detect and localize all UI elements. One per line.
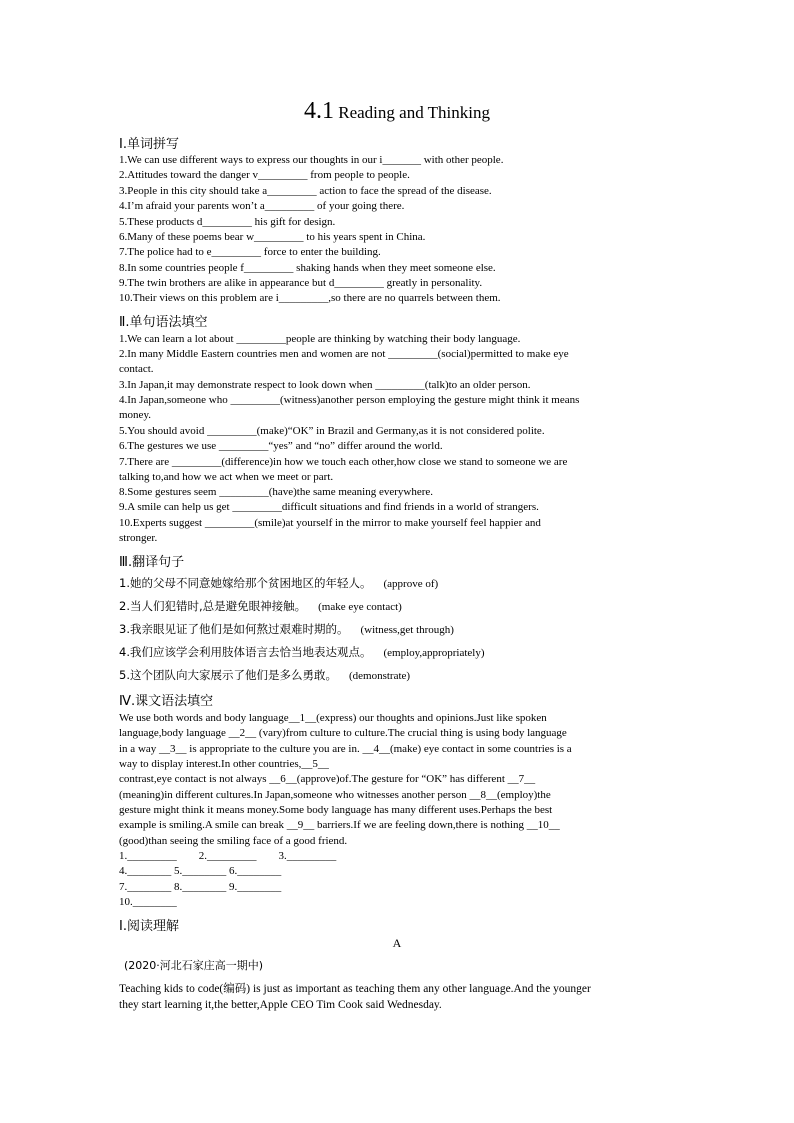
- passage-source: (2020·河北石家庄高一期中): [124, 959, 264, 972]
- passage-line: way to display interest.In other countries,__5__: [119, 758, 329, 770]
- section-heading-spelling: Ⅰ.单词拼写: [119, 137, 179, 152]
- passage-line: in a way __3__ is appropriate to the culture you are in. __4__(make) eye contact in some countries is a: [119, 743, 572, 755]
- passage-line: contrast,eye contact is not always __6__(approve)of.The gesture for “OK” has different __7__: [119, 773, 536, 785]
- grammar-line: 7.There are _________(difference)in how we touch each other,how close we stand to someone we are: [119, 456, 568, 468]
- spelling-item: 7.The police had to e_________ force to enter the building.: [119, 246, 381, 258]
- grammar-line: 2.In many Middle Eastern countries men and women are not _________(social)permitted to make eye: [119, 348, 569, 360]
- answer-blanks-row: 7.________ 8.________ 9.________: [119, 881, 282, 893]
- section-heading-translation: Ⅲ.翻译句子: [119, 555, 185, 570]
- answer-blanks-row: 10.________: [119, 896, 177, 908]
- spelling-item: 10.Their views on this problem are i_________,so there are no quarrels between them.: [119, 292, 501, 304]
- grammar-line: talking to,and how we act when we meet or part.: [119, 471, 334, 483]
- spelling-item: 4.I’m afraid your parents won’t a_________ of your going there.: [119, 200, 405, 212]
- grammar-line: 6.The gestures we use _________“yes” and “no” differ around the world.: [119, 440, 443, 452]
- answer-blanks-row: 1._________ 2._________ 3._________: [119, 850, 337, 862]
- translation-item: 2.当人们犯错时,总是避免眼神接触。 (make eye contact): [119, 599, 402, 613]
- grammar-line: 1.We can learn a lot about _________people are thinking by watching their body language.: [119, 333, 521, 345]
- passage-label: A: [392, 936, 402, 950]
- grammar-line: contact.: [119, 363, 154, 375]
- grammar-line: money.: [119, 409, 151, 421]
- section-heading-text-grammar-fill: Ⅳ.课文语法填空: [119, 694, 214, 709]
- spelling-item: 5.These products d_________ his gift for design.: [119, 216, 336, 228]
- passage-line: example is smiling.A smile can break __9__ barriers.If we are feeling down,there is nothing __10__: [119, 819, 560, 831]
- spelling-item: 2.Attitudes toward the danger v_________ from people to people.: [119, 169, 410, 181]
- translation-item: 4.我们应该学会利用肢体语言去恰当地表达观点。 (employ,appropriately): [119, 645, 485, 659]
- translation-item: 1.她的父母不同意她嫁给那个贫困地区的年轻人。 (approve of): [119, 576, 439, 590]
- spelling-item: 6.Many of these poems bear w_________ to his years spent in China.: [119, 231, 426, 243]
- grammar-line: 4.In Japan,someone who _________(witness)another person employing the gesture might think it means: [119, 394, 580, 406]
- translation-item: 5.这个团队向大家展示了他们是多么勇敢。 (demonstrate): [119, 668, 411, 682]
- grammar-line: 10.Experts suggest _________(smile)at yourself in the mirror to make yourself feel happier and: [119, 517, 541, 529]
- reading-line: they start learning it,the better,Apple CEO Tim Cook said Wednesday.: [119, 999, 442, 1011]
- grammar-line: 8.Some gestures seem _________(have)the same meaning everywhere.: [119, 486, 434, 498]
- grammar-line: 3.In Japan,it may demonstrate respect to look down when _________(talk)to an older person.: [119, 379, 531, 391]
- translation-item: 3.我亲眼见证了他们是如何熬过艰难时期的。 (witness,get through): [119, 622, 454, 636]
- passage-line: (good)than seeing the smiling face of a good friend.: [119, 835, 348, 847]
- grammar-line: 5.You should avoid _________(make)“OK” in Brazil and Germany,as it is not considered polite.: [119, 425, 545, 437]
- passage-line: (meaning)in different cultures.In Japan,someone who witnesses another person __8__(employ)the: [119, 789, 551, 801]
- page-title: 4.1 Reading and Thinking: [304, 98, 490, 124]
- spelling-item: 9.The twin brothers are alike in appearance but d_________ greatly in personality.: [119, 277, 483, 289]
- spelling-item: 3.People in this city should take a_________ action to face the spread of the disease.: [119, 185, 492, 197]
- answer-blanks-row: 4.________ 5.________ 6.________: [119, 865, 282, 877]
- grammar-line: stronger.: [119, 532, 158, 544]
- section-heading-reading: Ⅰ.阅读理解: [119, 919, 179, 934]
- spelling-item: 1.We can use different ways to express our thoughts in our i_______ with other people.: [119, 154, 504, 166]
- reading-line: Teaching kids to code(编码) is just as important as teaching them any other language.And the younger: [119, 983, 591, 995]
- passage-line: We use both words and body language__1__(express) our thoughts and opinions.Just like spoken: [119, 712, 547, 724]
- spelling-item: 8.In some countries people f_________ shaking hands when they meet someone else.: [119, 262, 496, 274]
- passage-line: gesture might think it means money.Some body language has many different uses.Perhaps the best: [119, 804, 553, 816]
- section-heading-grammar-fill: Ⅱ.单句语法填空: [119, 315, 208, 330]
- grammar-line: 9.A smile can help us get _________difficult situations and find friends in a world of strangers.: [119, 501, 539, 513]
- passage-line: language,body language __2__ (vary)from culture to culture.The crucial thing is using body language: [119, 727, 567, 739]
